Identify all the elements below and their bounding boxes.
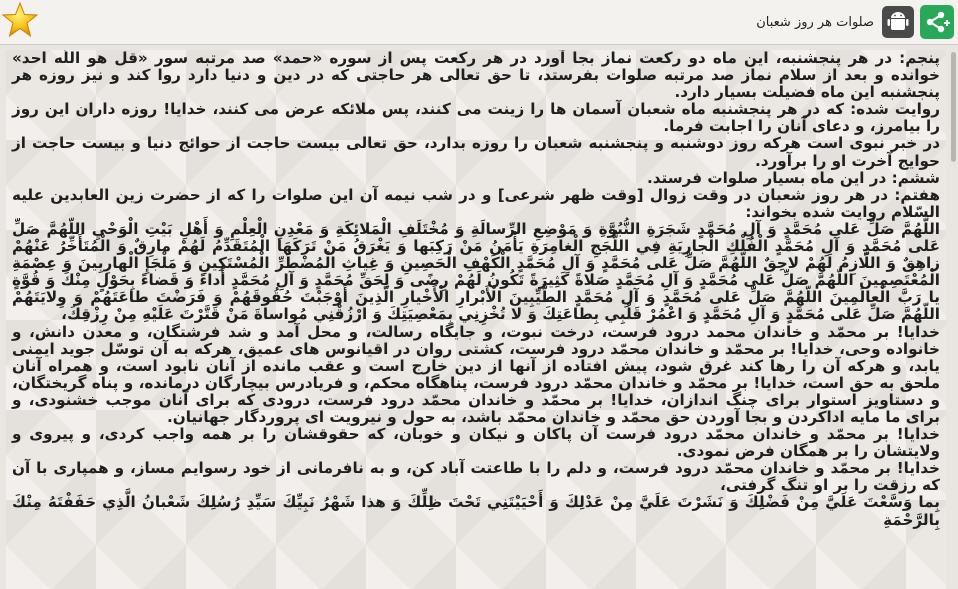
android-icon[interactable] (882, 6, 914, 38)
paragraph-translation-1: خدايا! بر محمّد و خاندان محمد درود فرست، درخت نبوت، و جايگاه رسالت، و محل آمد و شد فرشتگان، و معدن دانش، و خانواده وحى، خدايا! بر محمّد و خاندان محمّد درود فرست، كشتى روان در اقيانوس هاى عميق، هركه به آن توسّل جويد ايمنى يابد، و هركه آن را رها كند غرق شود، پيش افتاده از آنها از دين خارج است و عقب مانده از آنان نابود است، و همراه آنان ملحق به حق است، خدايا! بر محمّد و خاندان محمّد درود فرست، پناهگاه محكم، و فريادرس بيچارگان درمانده، و پناه گريختگان، و دستاويز استوار براى چنگ اندازان، خدايا! بر محمّد و خاندان محمّد درود فرست، درودى كه براى آنان موجب خشنودى، و براى ما مايه اداكردن و بجا آوردن حق محمّد و خاندان محمّد باشد، به حول و نيرويت اى پروردگار جهانيان. (12, 322, 940, 426)
scrollbar-thumb[interactable] (951, 52, 956, 162)
paragraph-hadith: در خبر نبوى است هركه روز دوشنبه و پنجشنبه شعبان را روزه بدارد، حق تعالى بيست حاجت از حوائج دنيا و بيست حاجت از حوايج آخرت او را برآورد. (12, 134, 940, 170)
paragraph-sixth: ششم: در اين ماه بسيار صلوات فرستد. (646, 168, 940, 187)
paragraph-arabic-prayer: اللّهُمَّ صَلِّ عَلى مُحَمَّدٍ وَ آلِ مُحَمَّدٍ شَجَرَةِ النُّبُوَّةِ وَ مَوْضِعِ الرِّسالَةِ وَ مُخْتَلَفِ الْمَلائِكَةِ وَ مَعْدِنِ الْعِلْمِ وَ أَهْلِ بَيْتِ الْوَحْيِ اللّهُمَّ صَلِّ عَلى مُحَمَّدٍ وَ آلِ مُحَمَّدٍ الْفُلْكِ الْجارِيَةِ فِي اللُّجَجِ الْغامِرَةِ يَأْمَنُ مَنْ رَكِبَها وَ يَغْرَقُ مَنْ تَرَكَهَا الْمُتَقَدِّمُ لَهُمْ مارِقٌ وَ الْمُتَأَخِّرُ عَنْهُمْ زاهِقٌ وَ اللّازِمُ لَهُمْ لاحِقٌ اللّهُمَّ صَلِّ عَلى مُحَمَّدٍ وَ آلِ مُحَمَّدٍ الْكَهْفِ الْحَصِينِ وَ غِياثِ الْمُضْطَرِّ الْمُسْتَكِينِ وَ مَلْجَإِ الْهارِبِينَ وَ عِصْمَةِ الْمُعْتَصِمِينَ اللّهُمَّ صَلِّ عَلى مُحَمَّدٍ وَ آلِ مُحَمَّدٍ صَلاةً كَثِيرَةً تَكُونُ لَهُمْ رِضًى وَ لِحَقِّ مُحَمَّدٍ وَ آلِ مُحَمَّدٍ أَداءً وَ قَضاءً بِحَوْلٍ مِنْكَ وَ قُوَّةٍ يا رَبَّ الْعالَمِينَ اللّهُمَّ صَلِّ عَلى مُحَمَّدٍ وَ آلِ مُحَمَّدٍ الطَّيِّبِينَ الْأَبْرارِ الْأَخْيارِ الَّذِينَ أَوْجَبْتَ حُقُوقَهُمْ وَ فَرَضْتَ طاعَتَهُمْ وَ وِلايَتَهُمْ اللّهُمَّ صَلِّ عَلى مُحَمَّدٍ وَ آلِ مُحَمَّدٍ وَ اعْمُرْ قَلْبِي بِطاعَتِكَ وَ لا تُخْزِنِي بِمَعْصِيَتِكَ وَ ارْزُقْنِي مُواساةَ مَنْ قَتَّرْتَ عَلَيْهِ مِنْ رِزْقِكَ، (12, 219, 940, 324)
vertical-scrollbar[interactable] (950, 50, 956, 589)
share-plus-icon[interactable] (920, 5, 954, 39)
page-title: صلوات هر روز شعبان (756, 14, 874, 30)
favorite-star-icon[interactable] (0, 0, 40, 40)
app-header (0, 0, 958, 45)
paragraph-arabic-continued: بِما وَسَّعْتَ عَلَيَّ مِنْ فَضْلِكَ وَ نَشَرْتَ عَلَيَّ مِنْ عَدْلِكَ وَ أَحْيَيْتَنِي تَحْتَ ظِلِّكَ وَ هذا شَهْرُ نَبِيِّكَ سَيِّدِ رُسُلِكَ شَعْبانُ الَّذِي حَفَفْتَهُ مِنْكَ بِالرَّحْمَةِ (12, 493, 940, 529)
paragraph-seventh: هفتم: در هر روز شعبان در وقت زوال [وقت ظهر شرعى] و در شب نيمه آن اين صلوات را كه از حضرت زين العابدين عليه السّلام روايت شده بخواند: (12, 185, 940, 221)
content-area[interactable] (6, 50, 946, 589)
paragraph-translation-2: خدايا! بر محمّد و خاندان محمّد درود فرست آن پاكان و نيكان و خوبان، كه حقوقشان را بر همه واجب كردى، و پيروى و ولايتشان را بر همگان فرض نمودى. (12, 425, 940, 461)
paragraph-narration: روايت شده: كه در هر پنجشنبه ماه شعبان آسمان ها را زينت مى كنند، پس ملائكه عرض مى كنند، خدايا! روزه داران اين روز را بيامرز، و دعاى آنان را اجابت فرما. (12, 100, 940, 136)
text-body (6, 50, 946, 529)
paragraph-translation-3: خدايا! بر محمّد و خاندان محمّد درود فرست، و دلم را با طاعتت آباد كن، و به نافرمانى از خود رسوايم مساز، و همپارى با آن كه رزقت را بر او تنگ گرفتى، (12, 459, 940, 495)
paragraph-fifth: پنجم: در هر پنجشنبه، این ماه دو رکعت نماز بجا آورد در هر رکعت پس از سوره «حمد» صد مرتبه سور «قل هو اللّه احد» خوانده و بعد از سلام نماز صد مرتبه صلوات بفرستد، تا حق تعالى هر حاجتى كه در دين و دنيا دارد روا كند و نيز روزه هر پنجشنبه اين ماه فضيلت بسيار دارد. (12, 50, 940, 102)
